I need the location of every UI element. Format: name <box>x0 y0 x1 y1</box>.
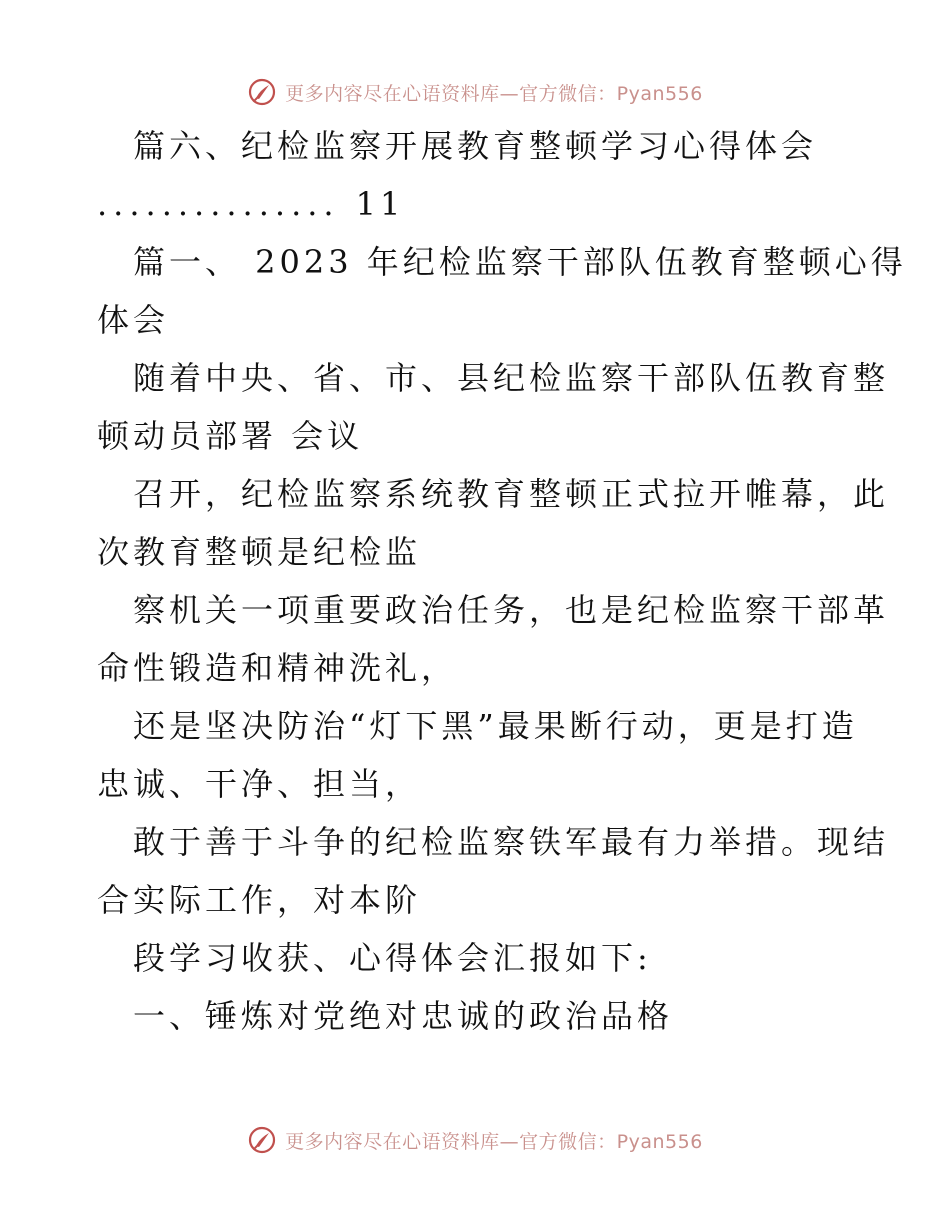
paragraph-line: 合实际工作，对本阶 <box>97 881 422 919</box>
toc-entry-leader: ............... <box>97 185 340 223</box>
paragraph-line: 忠诚、干净、担当， <box>97 765 422 803</box>
paragraph-line: 次教育整顿是纪检监 <box>97 533 422 571</box>
paragraph-line: 察机关一项重要政治任务，也是纪检监察干部革 <box>133 591 890 629</box>
paragraph-line: 命性锻造和精神洗礼， <box>97 649 458 687</box>
brush-logo-icon <box>247 1125 277 1155</box>
paragraph-line: 顿动员部署 会议 <box>97 417 364 455</box>
footer-banner-text: 更多内容尽在心语资料库—官方微信：Pyan556 <box>285 1130 703 1153</box>
article-title-line-2: 体会 <box>97 301 170 339</box>
toc-entry-page-number: 11 <box>355 185 405 223</box>
header-banner-text: 更多内容尽在心语资料库—官方微信：Pyan556 <box>285 82 703 105</box>
footer-watermark-banner <box>0 1120 950 1160</box>
paragraph-line: 还是坚决防治“灯下黑”最果断行动，更是打造 <box>133 707 858 745</box>
paragraph-line: 段学习收获、心得体会汇报如下: <box>133 939 652 977</box>
paragraph-line: 召开，纪检监察系统教育整顿正式拉开帷幕，此 <box>133 475 890 513</box>
article-title-line-1: 篇一、 2023 年纪检监察干部队伍教育整顿心得 <box>133 243 907 281</box>
paragraph-line: 随着中央、省、市、县纪检监察干部队伍教育整 <box>133 359 890 397</box>
paragraph-line: 敢于善于斗争的纪检监察铁军最有力举措。现结 <box>133 823 890 861</box>
section-heading: 一、锤炼对党绝对忠诚的政治品格 <box>133 997 674 1035</box>
toc-entry-title: 篇六、纪检监察开展教育整顿学习心得体会 <box>133 127 818 165</box>
toc-entry-leader-line <box>0 184 950 224</box>
